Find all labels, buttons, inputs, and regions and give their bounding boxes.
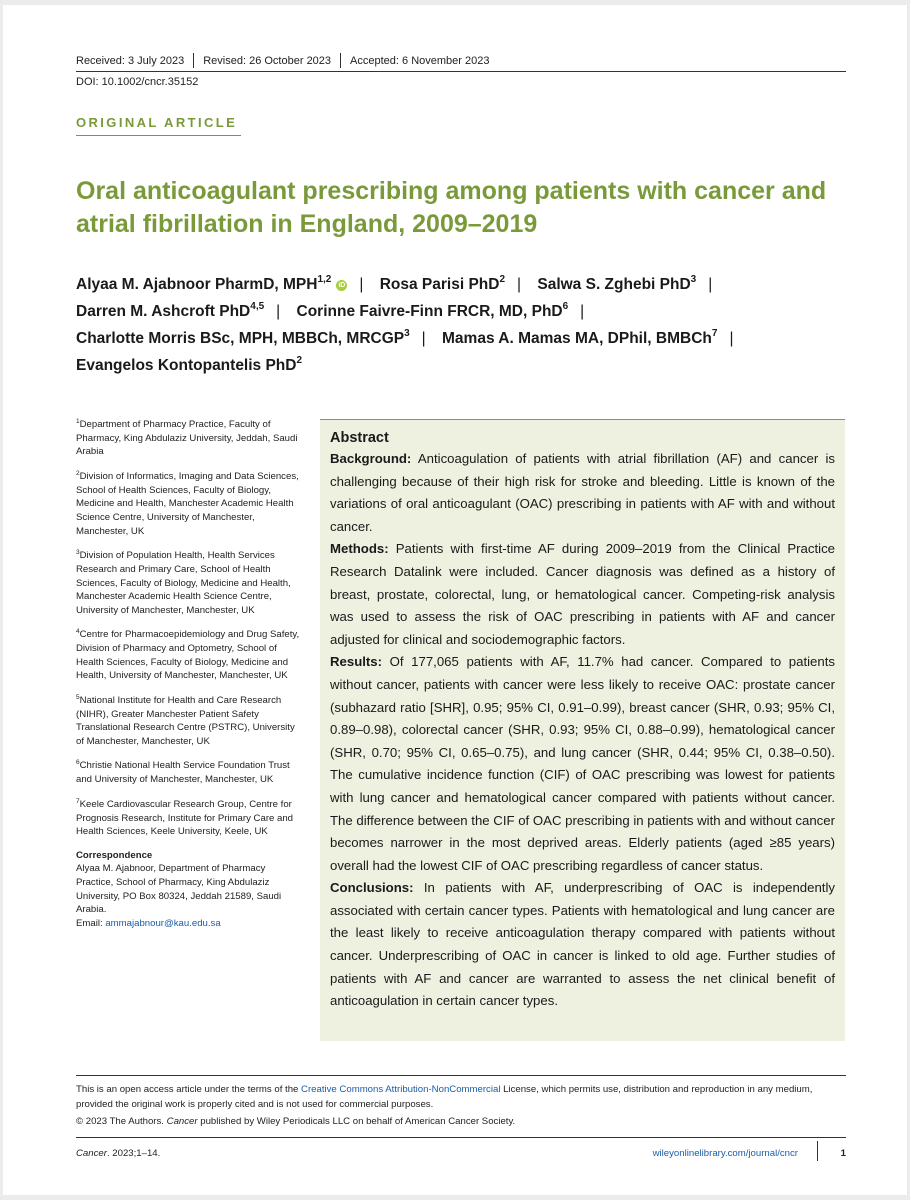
email-label: Email: xyxy=(76,917,106,929)
footer-separator xyxy=(817,1141,818,1161)
affiliation-list xyxy=(76,415,301,839)
author-name-text: Charlotte Morris BSc, MPH, MBBCh, MRCGP xyxy=(76,330,405,347)
abstract-box xyxy=(320,419,845,1041)
affiliation-superscript: 4,5 xyxy=(250,301,265,312)
license-pre: This is an open access article under the terms of the xyxy=(76,1084,302,1095)
affiliation-item xyxy=(76,415,301,459)
correspondence-text: Alyaa M. Ajabnoor, Department of Pharmacy Practice, School of Pharmacy, King Abdulaziz University, PO Box 80324, Jeddah 21589, Saudi Arabia. xyxy=(76,863,282,916)
affiliation-text: Keele Cardiovascular Research Group, Centre for Prognosis Research, Institute for Primary Care and Health Sciences, Keele University, Keele, UK xyxy=(76,798,294,838)
abstract-section-text: Of 177,065 patients with AF, 11.7% had cancer. Compared to patients without cancer, patients with cancer were less likely to receive OAC: prostate cancer (subhazard ratio [SHR], 0.95; 95% CI, 0.91–0.99), breast cancer (SHR, 0.93; 95% CI, 0.89–0.98), colorectal cancer (SHR, 0.93; 95% CI, 0.88–0.99), hematological cancer (SHR, 0.70; 95% CI, 0.65–0.75), and lung cancer (SHR, 0.44; 95% CI, 0.38–0.50). The cumulative incidence function (CIF) of OAC prescribing was lowest for patients with lung cancer and hematological cancer compared with patients without cancer. The difference between the CIF of OAC prescribing in patients with and without cancer becomes narrower in the most deprived areas. Elderly patients (aged ≥85 years) overall had the lowest CIF of OAC prescribing regardless of cancer status. xyxy=(330,654,835,873)
orcid-icon[interactable]: iD xyxy=(338,282,346,289)
license-post: License, which permits use, distribution and reproduction in any medium, provided the original work is properly cited and is not used for commercial purposes. xyxy=(76,1084,813,1110)
copyright-text xyxy=(76,1115,846,1130)
article-type: ORIGINAL ARTICLE xyxy=(76,115,238,130)
author-name-text: Darren M. Ashcroft PhD xyxy=(76,303,251,320)
affiliation-item xyxy=(76,467,301,538)
author-name-text: Evangelos Kontopantelis PhD xyxy=(76,357,297,374)
author-separator: | xyxy=(729,330,734,347)
accepted-date: Accepted: 6 November 2023 xyxy=(350,54,490,67)
abstract-section-text: Patients with first-time AF during 2009–2019 from the Clinical Practice Research Datalink were included. Cancer diagnosis was defined as a history of breast, prostate, colorectal, lung, or hematological cancer. Competing-risk analysis was used to assess the risk of OAC prescribing in patients with AF and cancer adjusted for clinical and sociodemographic factors. xyxy=(330,541,835,647)
affiliation-item xyxy=(76,795,301,839)
author-name xyxy=(442,330,717,347)
affiliation-number: 6 xyxy=(76,759,80,767)
affiliation-text: Division of Population Health, Health Services Research and Primary Care, School of Health Sciences, Faculty of Biology, Medicine and Health, Manchester Academic Health Science Centre, University of Manchester, Manchester, UK xyxy=(76,550,291,616)
license-link[interactable]: Creative Commons Attribution-NonCommercial xyxy=(301,1084,501,1095)
author-name-text: Corinne Faivre-Finn FRCR, MD, PhD xyxy=(296,303,563,320)
author-name-text: Salwa S. Zghebi PhD xyxy=(537,276,691,293)
affiliation-superscript: 3 xyxy=(690,274,697,285)
correspondence-email-line xyxy=(76,917,301,931)
affiliation-superscript: 1,2 xyxy=(317,274,332,285)
abstract-section-label: Results: xyxy=(330,654,383,670)
author-name xyxy=(76,276,347,293)
license-rule xyxy=(76,1075,846,1076)
author-name xyxy=(76,303,264,320)
affiliation-text: National Institute for Health and Care Research (NIHR), Greater Manchester Patient Safety Translational Research Centre (PSTRC), University of Manchester, Manchester, UK xyxy=(76,695,295,747)
footer-citation-text: . 2023;1–14. xyxy=(106,1148,161,1159)
affiliations xyxy=(76,415,301,930)
affiliation-superscript: 6 xyxy=(562,301,569,312)
author-name xyxy=(537,276,696,293)
author-separator: | xyxy=(580,303,585,320)
footer-website-link[interactable]: wileyonlinelibrary.com/journal/cncr xyxy=(652,1148,798,1159)
affiliation-number: 7 xyxy=(76,797,80,805)
author-separator: | xyxy=(708,276,713,293)
affiliation-number: 1 xyxy=(76,418,80,425)
copyright-post: published by Wiley Periodicals LLC on behalf of American Cancer Society. xyxy=(197,1116,516,1127)
email-link[interactable]: ammajabnour@kau.edu.sa xyxy=(105,917,221,929)
footer-journal: Cancer xyxy=(76,1148,107,1159)
correspondence-heading: Correspondence xyxy=(76,849,153,861)
abstract-heading: Abstract xyxy=(330,430,389,446)
author-name-text: Rosa Parisi PhD xyxy=(379,276,500,293)
author-name xyxy=(76,330,410,347)
affiliation-text: Centre for Pharmacoepidemiology and Drug Safety, Division of Pharmacy and Optometry, School of Health Sciences, Faculty of Biology, Medicine and Health, University of Manchester, Manchester, UK xyxy=(76,629,300,682)
affiliation-item xyxy=(76,546,301,617)
affiliation-item xyxy=(76,691,301,749)
abstract-methods xyxy=(330,538,835,651)
author-name xyxy=(76,357,302,374)
affiliation-item xyxy=(76,625,301,683)
abstract-section-label: Conclusions: xyxy=(330,880,414,896)
affiliation-text: Department of Pharmacy Practice, Faculty of Pharmacy, King Abdulaziz University, Jeddah, Saudi Arabia xyxy=(76,419,298,458)
author-separator: | xyxy=(517,276,522,293)
copyright-journal: Cancer xyxy=(166,1116,198,1127)
article-dates xyxy=(76,53,846,68)
copyright-pre: © 2023 The Authors. xyxy=(76,1116,167,1127)
author-name-text: Alyaa M. Ajabnoor PharmD, MPH xyxy=(76,276,318,293)
affiliation-number: 4 xyxy=(76,628,80,636)
affiliation-superscript: 2 xyxy=(499,274,506,285)
author-separator: | xyxy=(359,276,364,293)
abstract-section-text: In patients with AF, underprescribing of OAC is independently associated with certain cancer types. Patients with hematological and lung cancer are the least likely to receive anticoagulation therapy compared with patients without cancer. Underprescribing of OAC in cancer is linked to old age. Further studies of patients with AF and cancer are warranted to assess the net clinical benefit of anticoagulation in certain cancer types. xyxy=(330,880,835,1009)
author-separator: | xyxy=(276,303,281,320)
abstract-results xyxy=(330,651,835,877)
license-block xyxy=(76,1083,846,1133)
article-type-underline xyxy=(76,135,241,136)
affiliation-item xyxy=(76,756,301,786)
abstract-section-label: Methods: xyxy=(330,541,389,557)
author-list xyxy=(76,271,846,379)
page-number: 1 xyxy=(840,1148,846,1159)
doi[interactable]: DOI: 10.1002/cncr.35152 xyxy=(76,76,199,88)
affiliation-superscript: 7 xyxy=(711,328,718,339)
received-date: Received: 3 July 2023 xyxy=(76,54,185,67)
abstract-section-label: Background: xyxy=(330,451,412,466)
author-name-text: Mamas A. Mamas MA, DPhil, BMBCh xyxy=(442,330,712,347)
header-rule xyxy=(76,71,846,72)
affiliation-text: Christie National Health Service Foundation Trust and University of Manchester, Manchester, UK xyxy=(76,760,290,786)
affiliation-number: 2 xyxy=(76,469,80,477)
author-name xyxy=(380,276,505,293)
revised-date: Revised: 26 October 2023 xyxy=(203,54,332,67)
license-text xyxy=(76,1083,846,1112)
abstract-conclusions xyxy=(330,877,835,1013)
author-separator: | xyxy=(421,330,426,347)
affiliation-superscript: 3 xyxy=(404,328,410,339)
article-title: Oral anticoagulant prescribing among patients with cancer and atrial fibrillation in England, 2009–2019 xyxy=(76,177,827,238)
affiliation-text: Division of Informatics, Imaging and Data Sciences, School of Health Sciences, Faculty of Biology, Medicine and Health, Manchester Academic Health Science Centre, University of Manchester, Manchester, UK xyxy=(76,471,299,537)
article-page xyxy=(3,5,907,1195)
footer-rule xyxy=(76,1137,846,1138)
abstract-section-text: Anticoagulation of patients with atrial fibrillation (AF) and cancer is challenging because of their high risk for stroke and bleeding. Little is known of the variations of oral anticoagulant (OAC) prescribing in patients with AF with and without cancer. xyxy=(330,451,835,534)
footer-citation xyxy=(76,1148,160,1159)
abstract-background xyxy=(330,448,835,538)
author-name xyxy=(297,303,569,320)
affiliation-superscript: 2 xyxy=(296,355,303,366)
affiliation-number: 3 xyxy=(76,549,80,557)
affiliation-number: 5 xyxy=(76,693,80,701)
